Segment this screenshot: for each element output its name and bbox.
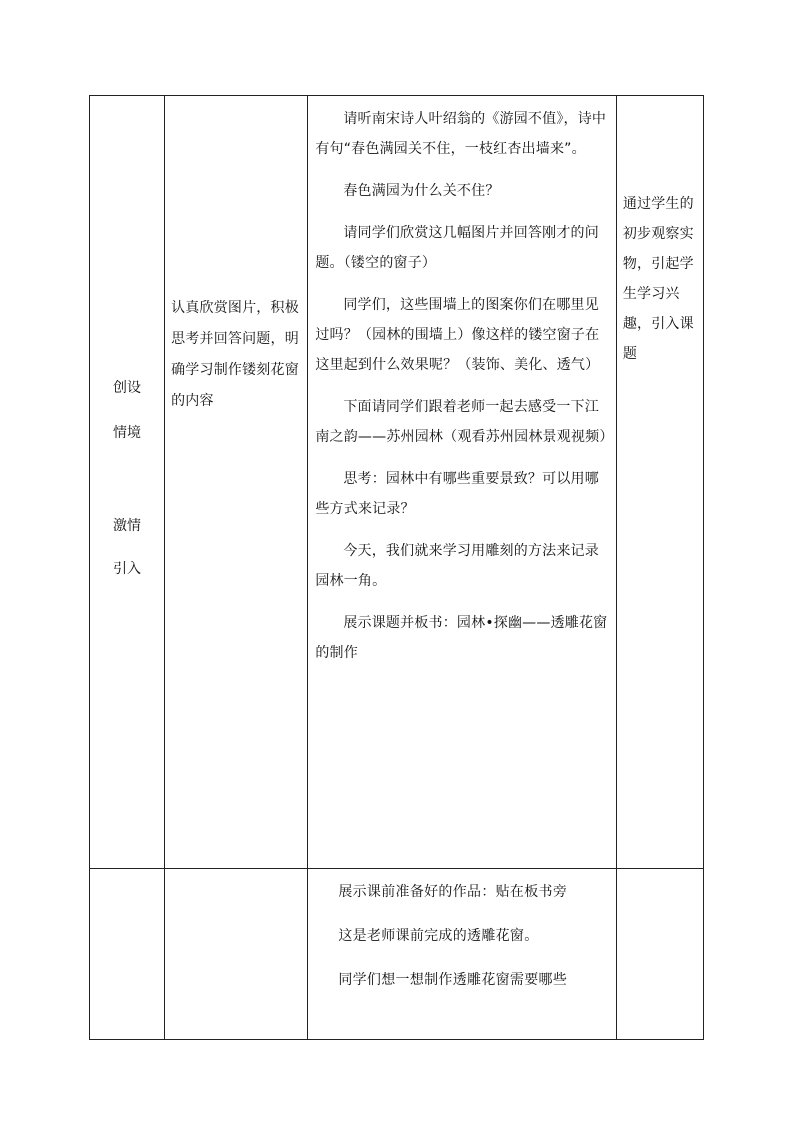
teacher-paragraph: 同学们想一想制作透雕花窗需要哪些 bbox=[338, 972, 568, 988]
student-activity-cell bbox=[165, 96, 308, 869]
design-intent-text: 通过学生的初步观察实物，引起学生学习兴趣，引入课题 bbox=[622, 196, 694, 362]
stage-label: 引入 bbox=[113, 561, 142, 577]
teacher-paragraph: 这是老师课前完成的透雕花窗。 bbox=[338, 928, 539, 944]
stage-label: 激情 bbox=[113, 518, 142, 534]
design-intent-cell bbox=[616, 869, 703, 1040]
teacher-paragraph: 展示课前准备好的作品：贴在板书旁 bbox=[338, 884, 568, 900]
stage-label: 创设 bbox=[113, 380, 142, 396]
table-row bbox=[90, 96, 704, 869]
teacher-paragraph: 今天，我们就来学习用雕刻的方法来记录园林一角。 bbox=[315, 543, 599, 589]
teacher-paragraph: 下面请同学们跟着老师一起去感受一下江南之韵——苏州园林（观看苏州园林景观视频） bbox=[315, 399, 614, 445]
teacher-activity-cell bbox=[308, 96, 617, 869]
teacher-paragraph: 思考：园林中有哪些重要景致？可以用哪些方式来记录？ bbox=[315, 471, 599, 517]
stage-cell bbox=[90, 869, 165, 1040]
stage-cell bbox=[90, 96, 165, 869]
teacher-paragraph: 请听南宋诗人叶绍翁的《游园不值》，诗中有句“春色满园关不住，一枝红杏出墙来”。 bbox=[315, 111, 607, 157]
stage-label: 情境 bbox=[113, 425, 142, 441]
design-intent-cell bbox=[616, 96, 703, 869]
teacher-paragraph: 同学们，这些围墙上的图案你们在哪里见过吗？（园林的围墙上）像这样的镂空窗子在这里起到什么效果呢？（装饰、美化、透气） bbox=[315, 297, 600, 373]
teacher-paragraph: 展示课题并板书：园林•探幽——透雕花窗的制作 bbox=[315, 615, 608, 661]
lesson-plan-table bbox=[89, 95, 704, 1040]
teacher-activity-cell bbox=[308, 869, 617, 1040]
table-row bbox=[90, 869, 704, 1040]
student-activity-cell bbox=[165, 869, 308, 1040]
teacher-paragraph: 请同学们欣赏这几幅图片并回答刚才的问题。（镂空的窗子） bbox=[315, 225, 599, 271]
teacher-paragraph: 春色满园为什么关不住？ bbox=[343, 183, 500, 199]
student-activity-text: 认真欣赏图片，积极思考并回答问题，明确学习制作镂刻花窗的内容 bbox=[171, 300, 299, 409]
